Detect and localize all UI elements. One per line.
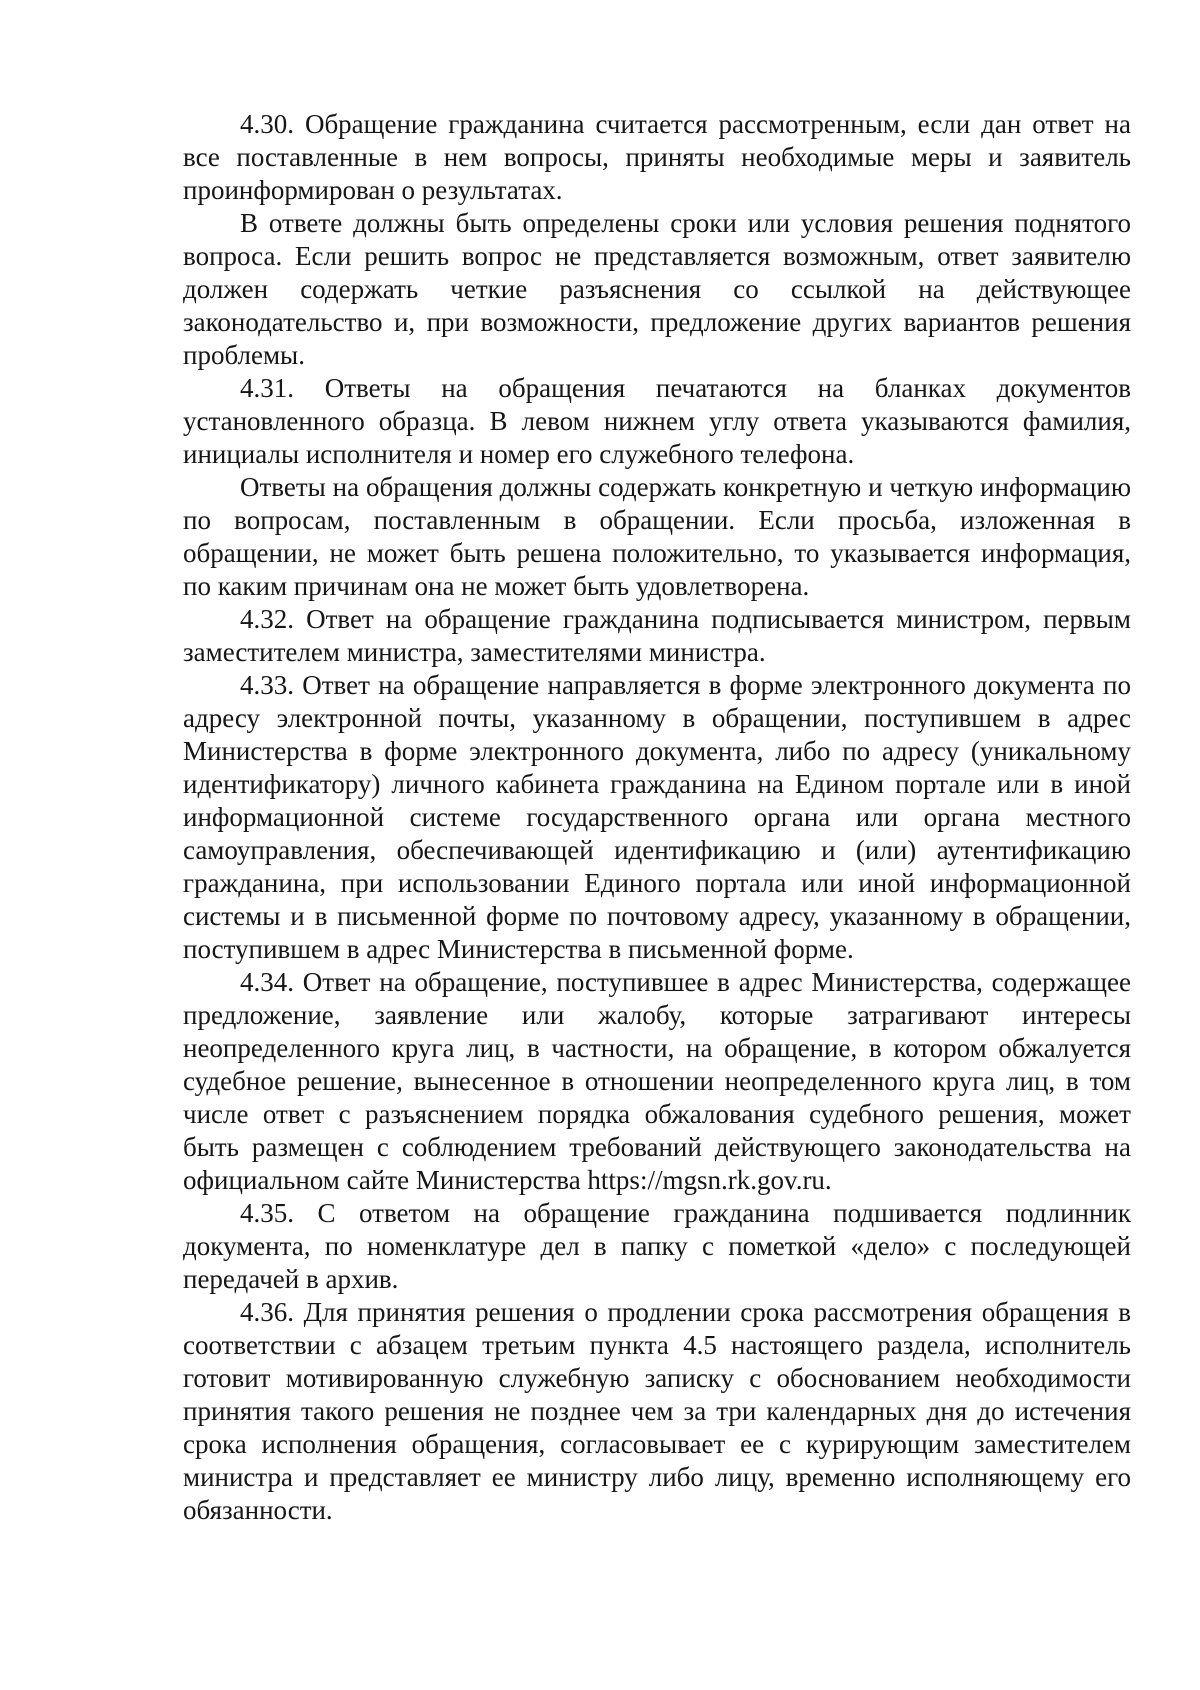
paragraph-4-30-answer-terms: В ответе должны быть определены сроки или условия решения поднятого вопроса. Если решить вопрос не представляется возможным, ответ заявителю должен содержать четкие разъяснения со ссылкой на действующее законодательство и, при возможности, предложение других вариантов решения проблемы. <box>183 208 1131 370</box>
paragraph-4-36: 4.36. Для принятия решения о продлении срока рассмотрения обращения в соответствии с абзацем третьим пункта 4.5 настоящего раздела, исполнитель готовит мотивированную служебную записку с обоснованием необходимости принятия такого решения не позднее чем за три календарных дня до истечения срока исполнения обращения, согласовывает ее с курирующим заместителем министра и представляет ее министру либо лицу, временно исполняющему его обязанности. <box>183 1297 1131 1525</box>
paragraph-4-35: 4.35. С ответом на обращение гражданина подшивается подлинник документа, по номенклатуре дел в папку с пометкой «дело» с последующей передачей в архив. <box>183 1198 1131 1294</box>
document-body <box>183 108 1131 1527</box>
paragraph-4-33: 4.33. Ответ на обращение направляется в форме электронного документа по адресу электронной почты, указанному в обращении, поступившем в адрес Министерства в форме электронного документа, либо по адресу (уникальному идентификатору) личного кабинета гражданина на Едином портале или в иной информационной системе государственного органа или органа местного самоуправления, обеспечивающей идентификацию и (или) аутентификацию гражданина, при использовании Единого портала или иной информационной системы и в письменной форме по почтовому адресу, указанному в обращении, поступившем в адрес Министерства в письменной форме. <box>183 670 1131 964</box>
paragraph-4-31-answer-content: Ответы на обращения должны содержать конкретную и четкую информацию по вопросам, поставленным в обращении. Если просьба, изложенная в обращении, не может быть решена положительно, то указывается информация, по каким причинам она не может быть удовлетворена. <box>183 472 1131 601</box>
paragraph-4-34: 4.34. Ответ на обращение, поступившее в адрес Министерства, содержащее предложение, заявление или жалобу, которые затрагивают интересы неопределенного круга лиц, в частности, на обращение, в котором обжалуется судебное решение, вынесенное в отношении неопределенного круга лиц, в том числе ответ с разъяснением порядка обжалования судебного решения, может быть размещен с соблюдением требований действующего законодательства на официальном сайте Министерства https://mgsn.rk.gov.ru. <box>183 967 1131 1195</box>
paragraph-4-32: 4.32. Ответ на обращение гражданина подписывается министром, первым заместителем министра, заместителями министра. <box>183 604 1131 667</box>
paragraph-4-31: 4.31. Ответы на обращения печатаются на бланках документов установленного образца. В левом нижнем углу ответа указываются фамилия, инициалы исполнителя и номер его служебного телефона. <box>183 373 1131 469</box>
paragraph-4-30: 4.30. Обращение гражданина считается рассмотренным, если дан ответ на все поставленные в нем вопросы, приняты необходимые меры и заявитель проинформирован о результатах. <box>183 109 1131 205</box>
